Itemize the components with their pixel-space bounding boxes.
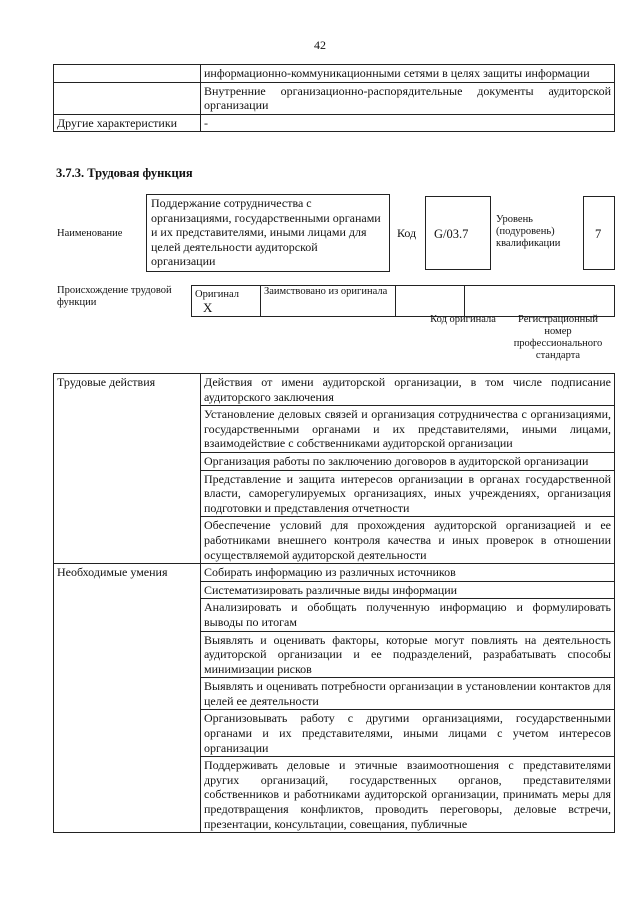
table-row [54, 374, 615, 406]
table-cell-value: информационно-коммуникационными сетями в целях защиты информации [201, 65, 615, 83]
skill-item: Выявлять и оценивать факторы, которые могут повлиять на деятельность аудиторской организации и ее подразделений, разрабатывать способы минимизации рисков [201, 631, 615, 678]
reg-number-cell [465, 286, 615, 317]
code-value: G/03.7 [434, 227, 469, 241]
main-table [53, 373, 615, 833]
level-box [583, 196, 615, 270]
original-mark: X [203, 300, 213, 315]
borrowed-cell: Заимствовано из оригинала [261, 286, 396, 317]
table-row [54, 114, 615, 132]
code-original-cell [396, 286, 465, 317]
skill-item: Анализировать и обобщать полученную информацию и формулировать выводы по итогам [201, 599, 615, 631]
labor-action-item: Организация работы по заключению договоров в аудиторской организации [201, 452, 615, 470]
level-label: Уровень (подуровень) квалификации [496, 214, 561, 249]
skill-item: Выявлять и оценивать потребности организации в установлении контактов для целей ее деятельности [201, 678, 615, 710]
code-label: Код [397, 226, 417, 240]
skill-item: Организовывать работу с другими организациями, государственными органами и их представителями, иными лицами с учетом интересов организации [201, 710, 615, 757]
table-cell-value: Внутренние организационно-распорядительные документы аудиторской организации [201, 82, 615, 114]
original-label: Оригинал [195, 289, 239, 300]
table-row [54, 564, 615, 582]
labor-action-item: Установление деловых связей и организация сотрудничества с организациями, государственными органами и их представителями, иными лицами, взаимодействие с собственниками аудиторской организации [201, 406, 615, 453]
skills-label: Необходимые умения [54, 564, 201, 833]
labor-action-item: Обеспечение условий для прохождения аудиторской организацией и ее работниками внешнего контроля качества и иных проверок в отношении осуществляемой аудиторской деятельности [201, 517, 615, 564]
code-box [425, 196, 491, 270]
labor-actions-label: Трудовые действия [54, 374, 201, 564]
top-table [53, 64, 615, 132]
table-cell-label [54, 82, 201, 114]
table-cell-label: Другие характеристики [54, 114, 201, 132]
table-cell-label [54, 65, 201, 83]
section-heading: 3.7.3. Трудовая функция [56, 166, 193, 180]
function-name-box: Поддержание сотрудничества с организациями, государственными органами и их представителями, иными лицами для целей деятельности аудиторской организации [146, 194, 390, 272]
skill-item: Систематизировать различные виды информации [201, 581, 615, 599]
skill-item: Собирать информацию из различных источников [201, 564, 615, 582]
reg-number-label: Регистрационный номер профессионального стандарта [513, 314, 603, 361]
table-cell-value: - [201, 114, 615, 132]
page-number: 42 [314, 38, 326, 52]
origin-original-cell [192, 286, 261, 317]
origin-table [191, 285, 615, 317]
level-value: 7 [595, 227, 602, 241]
name-label: Наименование [57, 228, 123, 239]
code-original-label: Код оригинала [430, 314, 496, 325]
table-row [192, 286, 615, 317]
table-row [54, 82, 615, 114]
table-row [54, 65, 615, 83]
labor-action-item: Действия от имени аудиторской организации, в том числе подписание аудиторского заключения [201, 374, 615, 406]
origin-label: Происхождение трудовой функции [57, 285, 172, 308]
skill-item: Поддерживать деловые и этичные взаимоотношения с представителями других организаций, государственных органов, представителями собственников и работниками аудиторской организации, принимать меры для предотвращения конфликтов, проводить переговоры, деловые встречи, презентации, консультации, совещания, публичные [201, 757, 615, 833]
labor-action-item: Представление и защита интересов организации в органах государственной власти, саморегулируемых организациях, иных учреждениях, организация подготовки и представления отчетности [201, 470, 615, 517]
